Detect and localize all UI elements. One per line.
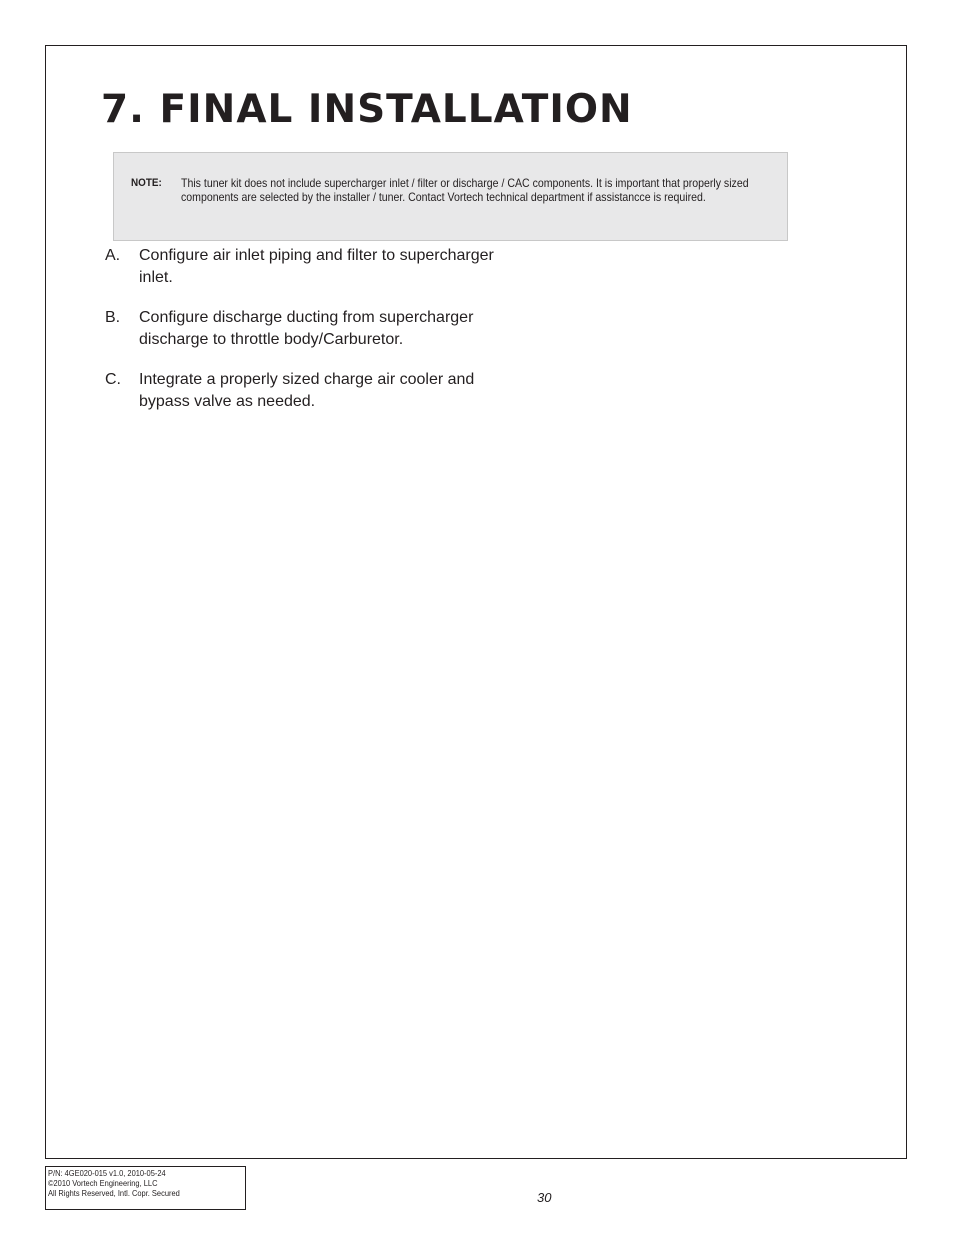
footer-part-number: P/N: 4GE020-015 v1.0, 2010-05-24 (48, 1168, 166, 1178)
footer-info-box (45, 1166, 246, 1210)
step-c (105, 369, 525, 413)
footer-copyright: ©2010 Vortech Engineering, LLC (48, 1178, 158, 1188)
step-b (105, 307, 525, 351)
note-text: This tuner kit does not include supercharger inlet / filter or discharge / CAC components. It is important that properly sized components are selected by the installer / tuner. Contact Vortech technical department if assistancce is required. (181, 176, 749, 204)
step-letter: C. (105, 371, 121, 388)
note-box (113, 152, 788, 241)
step-text: Configure air inlet piping and filter to supercharger inlet. (139, 247, 494, 286)
step-text: Integrate a properly sized charge air cooler and bypass valve as needed. (139, 371, 475, 410)
step-letter: B. (105, 309, 121, 326)
note-label: NOTE: (131, 177, 162, 189)
page-number: 30 (537, 1190, 552, 1205)
step-letter: A. (105, 247, 121, 264)
step-a (105, 245, 525, 289)
footer-rights: All Rights Reserved, Intl. Copr. Secured (48, 1188, 180, 1198)
installation-steps (105, 245, 525, 431)
page-title: 7. FINAL INSTALLATION (101, 87, 633, 132)
step-text: Configure discharge ducting from supercharger discharge to throttle body/Carburetor. (139, 309, 474, 348)
